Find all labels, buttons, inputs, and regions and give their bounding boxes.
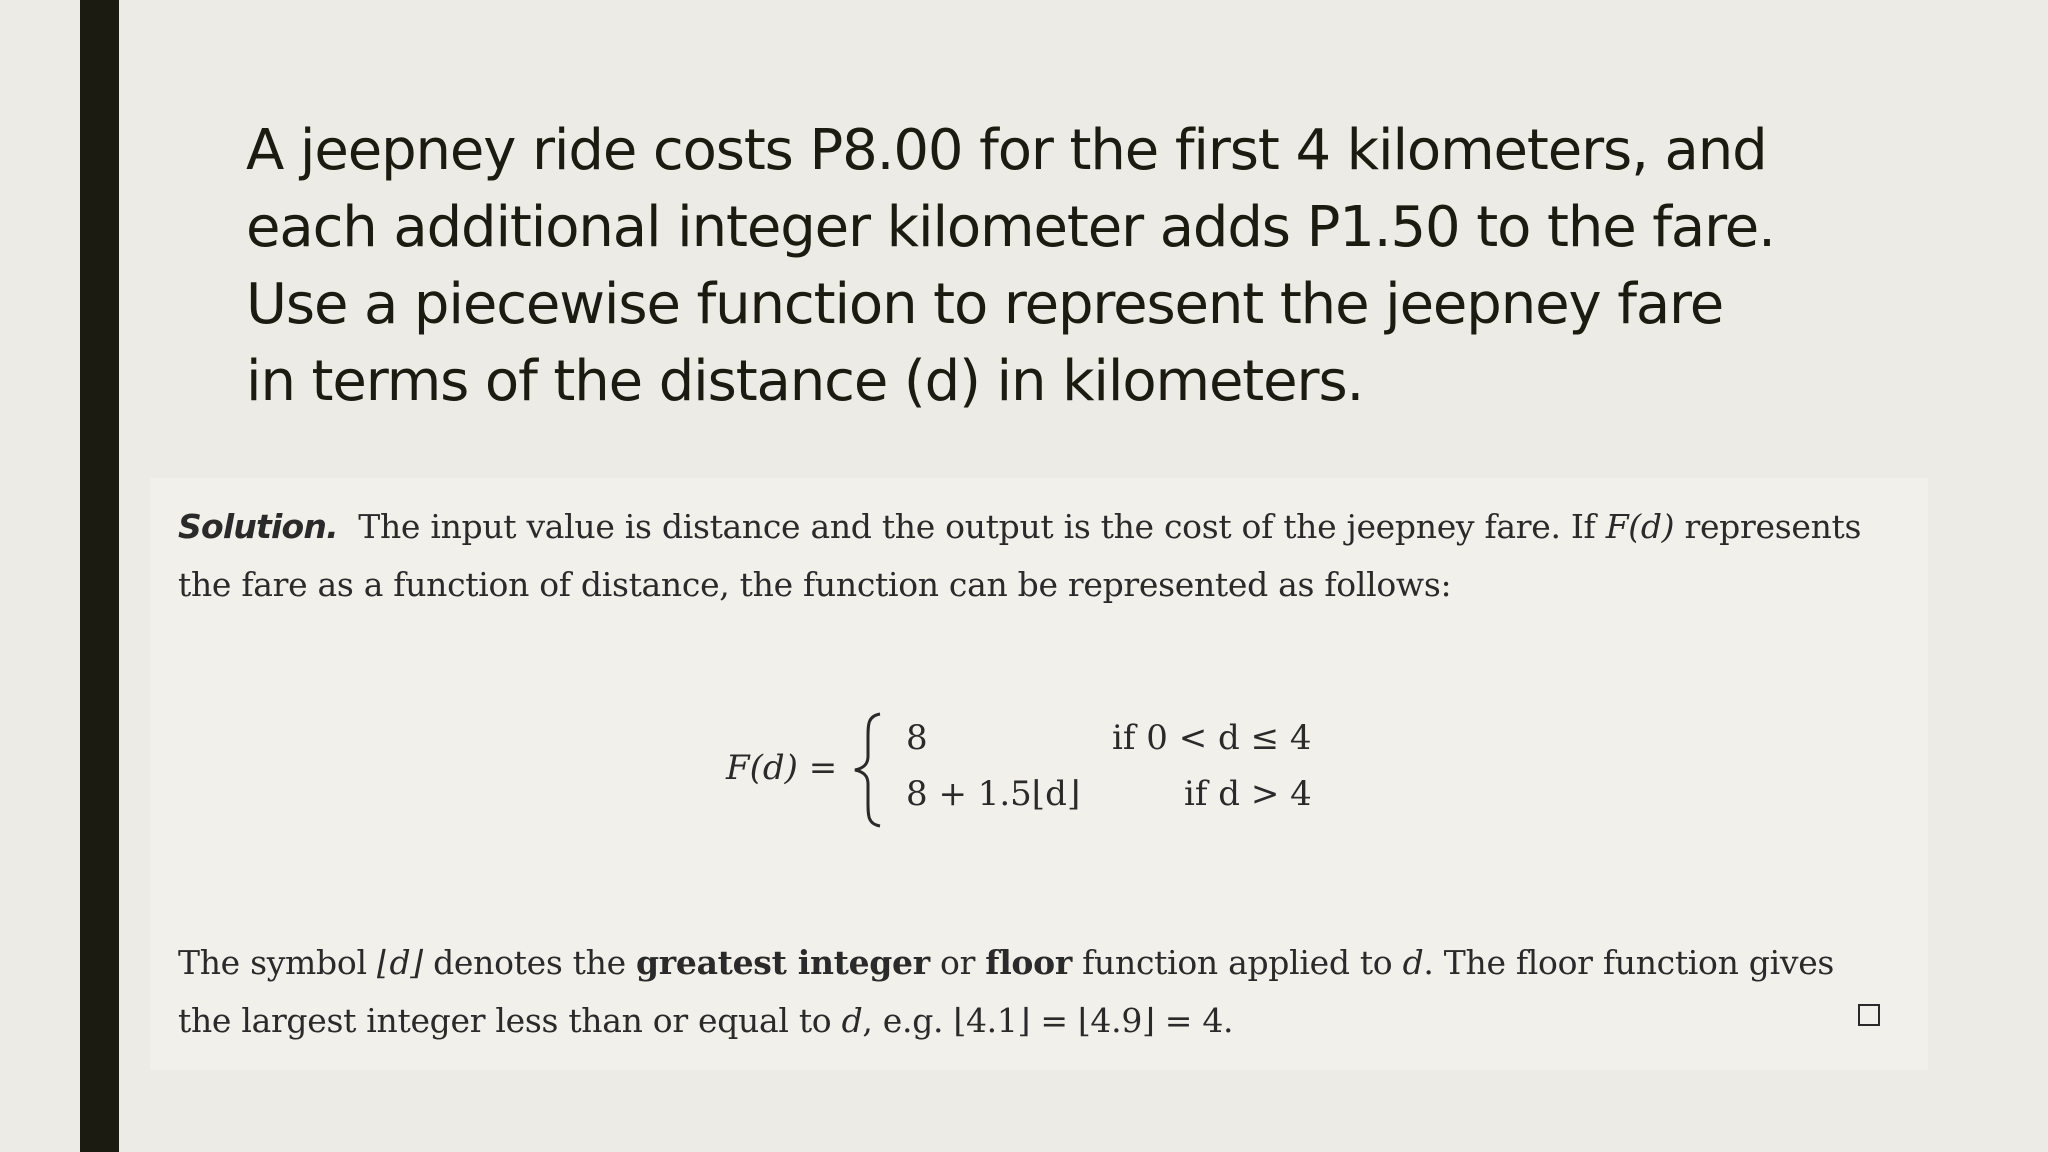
question-text [246, 112, 1886, 420]
note-example: , e.g. ⌊4.1⌋ = ⌊4.9⌋ = 4. [862, 1001, 1234, 1040]
question-line: A jeepney ride costs P8.00 for the first 4 kilometers, and [246, 118, 1767, 183]
solution-line-1 [178, 498, 1900, 556]
solution-text: represents [1684, 507, 1862, 546]
note-text: function applied to [1082, 943, 1393, 982]
formula-lhs: F(d) = [726, 748, 838, 788]
variable-d: d [1402, 943, 1424, 982]
solution-paragraph [178, 498, 1900, 614]
note-line-1 [178, 934, 1900, 992]
term-greatest-integer: greatest integer [636, 943, 930, 982]
case-2-expression: 8 + 1.5⌊d⌋ [906, 774, 1081, 814]
case-1-expression: 8 [906, 718, 928, 758]
note-text: the largest integer less than or equal to [178, 1001, 832, 1040]
function-symbol: F(d) [1605, 507, 1675, 546]
case-1-condition: if 0 < d ≤ 4 [1112, 718, 1312, 758]
solution-panel [150, 478, 1928, 1070]
accent-bar [80, 0, 119, 1152]
term-floor: floor [985, 943, 1072, 982]
solution-label: Solution. [178, 507, 338, 546]
piecewise-formula [150, 710, 1928, 830]
floor-symbol: ⌊d⌋ [376, 943, 423, 982]
solution-line-2: the fare as a function of distance, the function can be represented as follows: [178, 565, 1452, 604]
note-text: . The floor function gives [1423, 943, 1835, 982]
note-text: denotes the [433, 943, 626, 982]
variable-d: d [841, 1001, 863, 1040]
note-text: or [940, 943, 976, 982]
solution-text: The input value is distance and the output is the cost of the jeepney fare. If [358, 507, 1596, 546]
question-line: each additional integer kilometer adds P1.50 to the fare. [246, 195, 1775, 260]
note-line-2 [178, 992, 1900, 1050]
left-brace-icon [850, 710, 886, 830]
qed-square-icon [1858, 1004, 1880, 1026]
question-line: in terms of the distance (d) in kilometers. [246, 349, 1364, 414]
note-text: The symbol [178, 943, 367, 982]
case-2-condition: if d > 4 [1184, 774, 1312, 814]
question-line: Use a piecewise function to represent the jeepney fare [246, 272, 1724, 337]
floor-note-paragraph [178, 934, 1900, 1050]
